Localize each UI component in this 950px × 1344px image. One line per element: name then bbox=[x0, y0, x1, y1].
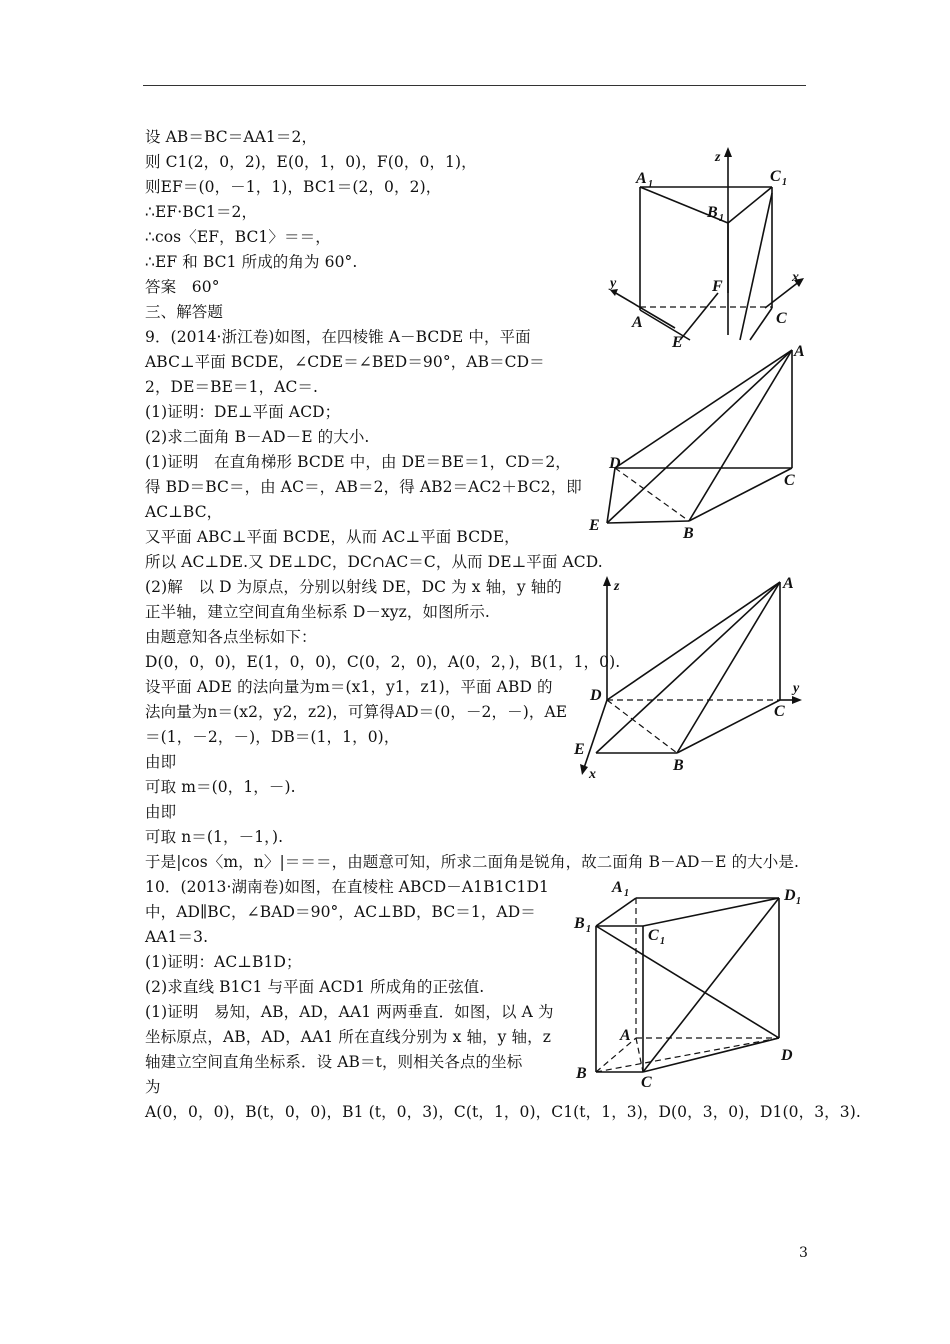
text-line: 法向量为n＝(x2，y2，z2)，可算得AD＝(0，－2，－)，AE bbox=[145, 703, 568, 721]
text-line: 坐标原点，AB，AD，AA1 所在直线分别为 x 轴，y 轴，z bbox=[145, 1028, 552, 1046]
text-line: A(0，0，0)，B(t，0，0)，B1 (t，0，3)，C(t，1，0)，C1(t，1，3)，D(0，3，0)，D1(0，3，3). bbox=[145, 1103, 861, 1121]
label-B: B bbox=[576, 1065, 587, 1082]
figure-pyramid-axes bbox=[570, 570, 815, 785]
label-sub: 1 bbox=[719, 213, 724, 224]
label-A: A bbox=[620, 1027, 631, 1044]
text-line: 则EF＝(0，－1，1)，BC1＝(2，0，2)， bbox=[145, 178, 442, 196]
text-line: 可取 n＝(1，－1，). bbox=[145, 828, 284, 846]
label-B: B bbox=[574, 915, 585, 932]
text-line: 设 AB＝BC＝AA1＝2， bbox=[145, 128, 318, 146]
label-C: C bbox=[648, 927, 659, 944]
text-line: 中，AD∥BC，∠BAD＝90°，AC⊥BD，BC＝1，AD＝ bbox=[145, 903, 536, 921]
label-B: B bbox=[673, 757, 684, 774]
label-sub: 1 bbox=[648, 179, 653, 190]
text-line: ∴cos〈EF，BC1〉＝＝， bbox=[145, 228, 331, 246]
label-E: E bbox=[589, 517, 600, 534]
label-B: B bbox=[683, 525, 694, 542]
text-line: ∴EF·BC1＝2， bbox=[145, 203, 258, 221]
text-line: (1)证明 在直角梯形 BCDE 中，由 DE＝BE＝1，CD＝2， bbox=[145, 453, 571, 471]
label-D: D bbox=[784, 887, 796, 904]
text-line: D(0，0，0)，E(1，0，0)，C(0，2，0)，A(0，2，)，B(1，1，0). bbox=[145, 653, 621, 671]
label-C: C bbox=[774, 703, 785, 720]
text-line: 则 C1(2，0，2)，E(0，1，0)，F(0，0，1)， bbox=[145, 153, 477, 171]
text-line: AC⊥BC， bbox=[145, 503, 223, 521]
label-sub: 1 bbox=[782, 177, 787, 188]
figure-pyramid bbox=[585, 340, 815, 545]
text-line: AA1＝3. bbox=[145, 928, 209, 946]
text-line: (2)解 以 D 为原点，分别以射线 DE，DC 为 x 轴，y 轴的 bbox=[145, 578, 562, 596]
label-sub: 1 bbox=[660, 936, 665, 947]
text-line: (2)求二面角 B－AD－E 的大小. bbox=[145, 428, 370, 446]
answer-line: 答案 60° bbox=[145, 278, 220, 296]
text-line: 2，DE＝BE＝1，AC＝. bbox=[145, 378, 319, 396]
axis-label-x: x bbox=[589, 767, 596, 782]
label-A: A bbox=[783, 575, 794, 592]
text-line: 轴建立空间直角坐标系．设 AB＝t，则相关各点的坐标 bbox=[145, 1053, 523, 1071]
label-A: A bbox=[794, 343, 805, 360]
label-sub: 1 bbox=[586, 924, 591, 935]
problem-10-statement: 10．(2013·湖南卷)如图，在直棱柱 ABCD－A1B1C1D1 bbox=[145, 878, 549, 896]
text-line: 可取 m＝(0，1，－). bbox=[145, 778, 296, 796]
page-number: 3 bbox=[799, 1245, 808, 1261]
axis-label-y: y bbox=[793, 681, 800, 696]
text-line: 设平面 ADE 的法向量为m＝(x1，y1，z1)，平面 ABD 的 bbox=[145, 678, 553, 696]
header-rule bbox=[143, 85, 806, 86]
text-line: (2)求直线 B1C1 与平面 ACD1 所成角的正弦值. bbox=[145, 978, 485, 996]
label-C: C bbox=[770, 168, 781, 185]
text-line: ABC⊥平面 BCDE，∠CDE＝∠BED＝90°，AB＝CD＝ bbox=[145, 353, 545, 371]
figure-prism-axes bbox=[600, 145, 815, 351]
text-line: 由即 bbox=[145, 753, 177, 771]
text-line: 又平面 ABC⊥平面 BCDE，从而 AC⊥平面 BCDE， bbox=[145, 528, 520, 546]
section-heading: 三、解答题 bbox=[145, 303, 224, 321]
label-E: E bbox=[672, 334, 683, 351]
label-F: F bbox=[712, 278, 723, 295]
label-C: C bbox=[776, 310, 787, 327]
axis-label-x: x bbox=[792, 270, 799, 285]
text-line: ∴EF 和 BC1 所成的角为 60°. bbox=[145, 253, 358, 271]
text-line: ＝(1，－2，－)，DB＝(1，1，0)， bbox=[145, 728, 400, 746]
label-A: A bbox=[636, 170, 647, 187]
label-D: D bbox=[590, 687, 602, 704]
text-line: 由即 bbox=[145, 803, 177, 821]
axis-label-z: z bbox=[614, 579, 620, 594]
label-C: C bbox=[641, 1074, 652, 1091]
text-line: (1)证明：DE⊥平面 ACD； bbox=[145, 403, 341, 421]
text-line: (1)证明 易知，AB，AD，AA1 两两垂直．如图，以 A 为 bbox=[145, 1003, 554, 1021]
label-A: A bbox=[612, 879, 623, 896]
text-line: 于是|cos〈m，n〉|＝＝＝，由题意可知，所求二面角是锐角，故二面角 B－AD－E 的大小是. bbox=[145, 853, 800, 871]
axis-label-y: y bbox=[610, 276, 617, 291]
axis-label-z: z bbox=[715, 150, 721, 165]
label-E: E bbox=[574, 741, 585, 758]
problem-9-statement: 9．(2014·浙江卷)如图，在四棱锥 A－BCDE 中，平面 bbox=[145, 328, 531, 346]
label-sub: 1 bbox=[796, 896, 801, 907]
label-D: D bbox=[609, 455, 621, 472]
label-A: A bbox=[632, 314, 643, 331]
label-B: B bbox=[707, 204, 718, 221]
label-C: C bbox=[784, 472, 795, 489]
text-line: 正半轴，建立空间直角坐标系 D－xyz，如图所示. bbox=[145, 603, 490, 621]
figure-right-prism bbox=[570, 870, 815, 1092]
text-line: 所以 AC⊥DE.又 DE⊥DC，DC∩AC＝C，从而 DE⊥平面 ACD. bbox=[145, 553, 603, 571]
label-D: D bbox=[781, 1047, 793, 1064]
text-line: 得 BD＝BC＝，由 AC＝，AB＝2，得 AB2＝AC2＋BC2，即 bbox=[145, 478, 582, 496]
text-line: 为 bbox=[145, 1078, 161, 1096]
text-line: 由题意知各点坐标如下： bbox=[145, 628, 317, 646]
text-line: (1)证明：AC⊥B1D； bbox=[145, 953, 302, 971]
label-sub: 1 bbox=[624, 888, 629, 899]
